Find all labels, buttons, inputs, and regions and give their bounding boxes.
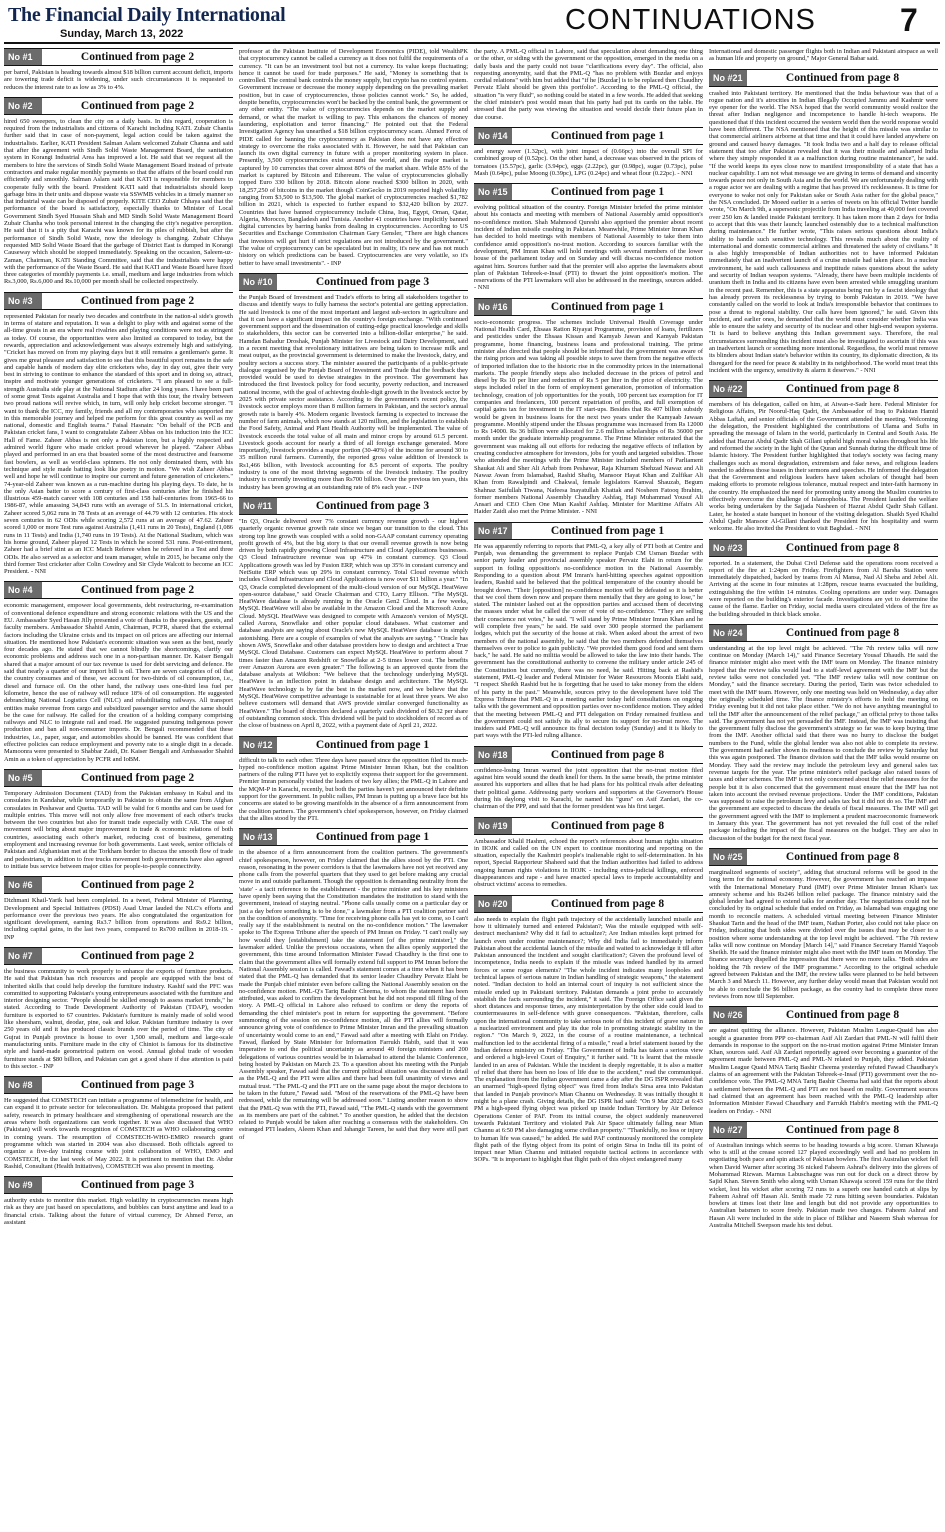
article-number-badge: No #19 <box>474 818 512 834</box>
article-header <box>4 97 233 115</box>
article-number-badge: No #24 <box>709 625 747 641</box>
continuation-article <box>709 624 938 842</box>
article-body: reported. In a statement, the Dubai Civil Defense said the operations room received a report of the fire at 1:24pm on Friday. Firefighters from Al Barsha Station were immediately dispatched, backed by teams from Al Mansa, Nad Al Sheba and Jebel Ali. Arriving at the scene in four minutes at 1:28pm, rescue teams evacuated the building, extinguishing the fire within 14 minutes. Cooling operations are under way. Damages were reported on the building's exterior facade. Investigations are yet to determine the cause of the flame. Earlier on Friday, social media users circulated videos of the fire as the building shrouded in thick black smoke. <box>709 559 938 618</box>
article-header <box>4 581 233 599</box>
article-header <box>4 48 233 66</box>
article-continued-label: Continued from page 1 <box>315 831 430 844</box>
article-number-badge: No #22 <box>709 381 747 397</box>
article-header <box>709 1121 938 1139</box>
article-number-badge: No #7 <box>4 948 42 964</box>
masthead <box>0 0 945 44</box>
article-body: members of his delegation, called on him, at Aiwan-e-Sadr here. Federal Minister for Religious Affairs, Pir Noorul-Haq Qadri, the Ambassador of Iraq to Pakistan Hamid Abbas Laftah, and senior officials of the Government attended the meeting. Welcoming the delegation, the President highlighted the contributions of Ulama and Sufis in spreading the message of Islam in the world, particularly in Central and South Asia. He added that Hazrat Abdul Qadir Shah Gillani upheld high moral values throughout his life and reformed the society in the light of the Quran and Sunnah during the difficult time of Islamic history. The President further highlighted that today's society was facing many challenges such as moral degradation, extremism and fake news, and religious leaders needed to address those issues in their sermons and speeches. He informed the delegation that the Government and religious leaders have taken scholars of thought had been making efforts to promote religious tolerance, mutual respect and inter-faith harmony in the country. He emphasized the need for promoting unity among the Muslim countries to effectively overcome the challenge of Islamophobia. The President lauded the welfare works being undertaken by the Sajjada Nasheen of Hazrat Abdul Qadir Shah Gillani. Later, he hosted a state banquet in honour of the visiting delegation. Shaikh Syed Khalid Abdul Qadir Mansoor Al-Gillani thanked the President for his hospitality and warm welcome. He also invited the President to visit Baghdad. - NNI <box>709 401 938 533</box>
article-header <box>709 848 938 866</box>
article-continued-label: Continued from page 2 <box>80 51 195 63</box>
continuation-article <box>474 522 703 740</box>
article-body: the party. A PML-Q official in Lahore, said that speculation about demanding one thing or the other, or siding with the government or the opposition, emerged in the media on a daily basis and the party could not issue "clarifications every day". The official, also requesting anonymity, said that the PML-Q "has no problem with Buzdar and enjoys cordial relations" with him but added that "if he [Buzdar] is to be replaced then Chaudhry Pervaiz Elahi should be given this portfolio". According to the PML-Q official, the situation "is very fluid", so nothing could be stated in a few words. He added that seeking the chief minister's post would mean that his party had put its cards on the table. He stressed that the party was viewing the situation and would decide their future plan in due course. <box>474 48 703 121</box>
article-body: evolving political situation of the country. Foreign Minister briefed the prime minister about his contacts and meeting with members of National Assembly amid opposition's no-confidence motion. Shah Mahmood Qureshi also apprised the premier about recent incident of Indian missile crashing in Pakistan. Meanwhile, Prime Minister Imran Khan has decided to hold meetings with members of National Assembly to take them into confidence amid opposition's no-trust motion. According to sources familiar with the development, PM Imran Khan will hold meetings with several members of the lower house of the parliament today and on Sunday and will discuss no-confidence motion against him. Sources further said that the premier will also apprise the lawmakers about plan of Pakistan Tehreek-e-Insaf (PTI) to thwart the joint opposition's motion. The reservations of the PTI lawmakers will also be addressed in the meetings, sources added. - NNI <box>474 204 703 292</box>
article-body: hired 650 sweepers, to clean the city on a daily basis. In this regard, cooperation is required from the industrialists and citizens of Karachi including KATI. Zubair Chaniia further said that in case of non-payment, legal action could be taken against the industrialists. Earlier, KATI President Salman Aslam welcomed Zubair Channa and said that after the agreement with Sindh Solid Waste Management Board, the sanitation system in Korangi Industrial Area has improved a lot. He said that we request all the members to hire the services of Sindh Solid Waste Management Board instead of private contractors and make regular monthly payments so that the affairs of the board could run efficiently and smoothly. Salman Aslam said that KATI is responsible for members to cooperate fully with the board. President KATI said that industrialists should keep garbage bins in their units and dispose waste via SSWMB vehicles in a timely manner so that industrial waste can be disposed of properly. KITE CEO Zubair Chhaya said that the performance of the board is satisfactory, especially thanks to Minister of Local Government Sindh Syed Hussain Shah and MD Sindh Solid Waste Management Board Zubair Chanha who took personal interest in the changing the city's negative perception. He said that it is a pity that Karachi was known for its piles of rubbish, but after the performance of Sindh Solid Waste, now the ideology is changing. Zubair Chhaya requested MD Solid Waste Board that the garbage of District East is dumped in Korangi Causeway which should be stopped immediately. Speaking on the occasion, Saleem-uz-Zaman, Chairman, KATI Standing Committee, said that the industrialists were happy with the performance of the Waste Board. He said that KATI and Waste Board have fixed three categories of monthly payments i.e. small, medium and large industries from which Rs.3,000, Rs.6,000 and Rs.10,000 per month shall be collected respectively. <box>4 117 233 286</box>
column-3 <box>474 48 703 1528</box>
continuation-article <box>709 69 938 375</box>
article-number-badge: No #5 <box>4 770 42 786</box>
article-body: authority exists to monitor this market. High volatility in cryptocurrencies means high risk as they are just based on speculations, and bubbles can burst anytime and lead to a financial crisis. Talking about the future of virtual currency, Dr Ahmed Feroz, an assistant <box>4 1197 233 1226</box>
continuation-article <box>474 48 703 121</box>
article-continued-label: Continued from page 2 <box>80 949 195 962</box>
article-header <box>474 298 703 316</box>
article-header <box>474 127 703 145</box>
article-body: He suggested that COMSTECH can initiate a programme of telemedicine for health, and can expand it to private sector for teleconsultation. Dr. Mahiguta proposed that patient safety, research in primary healthcare and strengthening of operational research are the areas where both organizations can work together. It was also discussed that WHO (Pakistan) will work towards recognition of COMSTECH as WHO collaborating centre in coming years. The resumption of COMSTECH-WHO-EMRO research grant programme which was started in 2004 was also discussed. Both officials agreed to organize a five-day training course with joint collaboration of WHO, EMO and COMSTECH, in the last week of May 2022. It is pertinent to mention that Dr. Abdur Rashid, Consultant (Health Initiatives), COMSTECH was also present in meeting. <box>4 1097 233 1170</box>
continuation-article <box>239 48 468 267</box>
continuation-article <box>4 1176 233 1226</box>
continuation-article <box>4 292 233 576</box>
continuation-article <box>239 828 468 1141</box>
article-body: marginalized segments of society", adding that structural reforms will be good in the long term for the national economy. However, the government has reached an impasse with the International Monetary Fund (IMF) over Prime Minister Imran Khan's tax amnesty scheme and his Rs246 billion relief package. The finance ministry said the global lender had agreed to extend talks for another day. The negotiations could not be concluded by its original schedule that ended on Friday, as Islamabad was engaging one month to reconcile matters. A scheduled virtual meeting between Finance Minister Shaukat Tarin and the head of the IMF team, Nathan Porter, also could not take place on Friday, indicating that both sides were divided over the issues that may be closer to a position where some understanding at the top level might be achieved. "The 7th review talks will now continue on Monday [March 14]," said Finance Secretary Hamid Yaqoob Sheikh. He said the finance minister might also meet with the IMF team on Monday. The finance secretary dispelled the impression that there were no more talks. "Both sides are holding the 7th review of the IMF programme." According to the original schedule agreed between Pakistan and the IMF, the review talks were planned to be held between March 3 and March 11. However, any further delay would mean that Pakistan would not be able to conclude the $6 billion package, as the country had to complete three more reviews from now till September. <box>709 868 938 1000</box>
article-continued-label: Continued from page 1 <box>550 129 665 142</box>
continuation-article <box>709 539 938 618</box>
article-number-badge: No #11 <box>239 498 277 514</box>
article-number-badge: No #3 <box>4 293 42 309</box>
continuation-article <box>474 183 703 292</box>
article-header <box>239 736 468 754</box>
article-continued-label: Continued from page 8 <box>785 626 900 639</box>
masthead-rule <box>4 42 940 44</box>
newspaper-title: The Financial Daily International <box>8 4 286 26</box>
article-body: economic management, empower local governments, debt restructuring, re-examination of conventional defence expenditure and strong economic relations with the US and the EU. Ambassador Syed Hasan Jilly presented a vote of thanks to the speakers, guests, and faculty members. Ambassador Shahid Amin, Chairman, PCFR, shared that the external factors including the Ukraine crisis and its impact on oil prices are affecting our internal situation. He mentioned how Pakistan's economic situation was seen as the best, nearly four decades ago. He stated that we cannot blindly the shortcomings, clarify our economic problems and address such one in a non-partisan manner. Dr. Kaiser Bengali shared that a major amount of our tax revenue is used for debt servicing and defence. He said that nearly a quarter of our import bill is oil. There are seven categories of oil that the country consumes and of these, we account for two-thirds of oil consumption, i.e., diesel and furnace oil. On the other hand, the railway uses one-third less fuel per kilometre, hence the use of railway will reduce 18% of oil consumption. He suggested debranching National Logistics Cell (NLC) and rehabilitating railways. All transport entities make revenue from cargo and subsidized passenger service and the same should be the case for railway. He called for the creation of a holding company comprising railways and NLC to integrate rail and road. He suggested pursuing indigenous power production and ban all non-consumer imports. Dr. Bengali recommended that these industries, i.e., paper, sugar, and automobiles should be banned. He was confident that effective policies can reduce employment and poverty rate to a single digit in a decade. Mamoonra were presented to Shabbar Zaidi, Dr. Kaiser Bengali and Ambassador Shahid Amin as a token of appreciation by PCFR and IoBM. <box>4 602 233 763</box>
continuation-article <box>474 127 703 177</box>
article-number-badge: No #27 <box>709 1122 747 1138</box>
article-number-badge: No #13 <box>239 829 277 845</box>
article-body: per barrel, Pakistan is heading towards almost $18 billion current account deficit, imports are towering trade deficit is widening, under such circumstances it is requested to reduces the interest rate to as low as 3% to 4%. <box>4 69 233 91</box>
continuation-article <box>4 769 233 870</box>
article-number-badge: No #14 <box>474 128 512 144</box>
article-continued-label: Continued from page 3 <box>80 1079 195 1092</box>
column-1 <box>4 48 233 1528</box>
article-body: Ambassador Khalil Hashmi, echoed the report's references about human rights situation in IIOJK and called on the UN expert to continue monitoring and reporting on the situation, especially the Kashmiri people's inalienable right to self-determination. In his report, Special Rapporteur Shaheed said that the Indian authorities had failed to address ongoing human rights violations in IIOJK - including extra-judicial killings, enforced disappearances and rape - and have enacted special laws to impede accountability and obstruct victims' access to remedies. <box>474 837 703 889</box>
article-continued-label: Continued from page 8 <box>785 1123 900 1136</box>
article-number-badge: No #4 <box>4 582 42 598</box>
continuation-article <box>239 497 468 730</box>
continuation-article <box>4 947 233 1070</box>
article-header <box>239 828 468 846</box>
article-body: difficult to talk to each other. Three days have passed since the opposition filed its much-hyped no-confidence motion against Prime Minister Imran Khan, but the coalition partners of the ruling PTI have yet to explicitly express their support for the government. Premier Imran personally visited the leaders of two key allies; the PML-Q in Lahore and the MQM-P in Karachi, recently, but both the parties haven't yet announced their definite support for the government. In public rallies, PM Imran is putting up a brave face but his concerns are stated to be growing manifolds in the absence of a firm announcement from the coalition partners. The government's chief spokesperson, however, on Friday claimed that the allies stood by the PTI. <box>239 756 468 822</box>
article-continued-label: Continued from page 3 <box>315 499 430 512</box>
article-number-badge: No #21 <box>709 70 747 86</box>
article-header <box>4 1076 233 1094</box>
continuation-article <box>4 876 233 941</box>
article-header <box>474 746 703 764</box>
article-continued-label: Continued from page 2 <box>80 99 195 112</box>
article-number-badge: No #9 <box>4 1177 42 1193</box>
article-header <box>4 876 233 894</box>
article-header <box>239 497 468 515</box>
column-4 <box>709 48 938 1528</box>
article-body: also needs to explain the flight path trajectory of the accidentally launched missile and how it ultimately turned and entered Pakistan?; Was the missile equipped with self-destruct mechanism? Why did it fail to actualize?; Are Indian missiles kept primed for launch even under routine maintenance?; Why did India fail to immediately inform Pakistan about the accidental launch of the missile and waited to acknowledge it till after Pakistan announced the incident and sought clarification?; Given the profound level of incompetence, India needs to explain if the missile was indeed handled by its armed forces or some rogue elements? "The whole incident indicates many loopholes and technical lapses of serious nature in Indian handling of strategic weapons," the statement noted. "Indian decision to hold an internal court of inquiry is not sufficient since the missile ended up in Pakistani territory. Pakistan demands a joint probe to accurately establish the facts surrounding the incident," it said. The Foreign Office said given the short distances and response times, any misinterpretation by the other side could lead to countermeasures in self-defence with grave consequences. "Pakistan, therefore, calls upon the international community to take serious note of this incident of grave nature in a nuclearized environment and play its due role in promoting strategic stability in the region." "On March 9, 2022, in the course of a routine maintenance, a technical malfunction led to the accidental firing of a missile," read a brief statement issued by the Indian defence ministry on Friday. "The Government of India has taken a serious view and ordered a high-level Court of Enquiry," it further said. "It is learnt that the missile landed in an area of Pakistan. While the incident is deeply regrettable, it is also a matter of relief that there has been no loss of life due to the accident," read the communiqué. The explanation from the Indian government came a day after the DG ISPR revealed that an unarmed "high-speed flying object" was fired from India's Sirsa area into Pakistan that landed in Punjab province's Mian Channu on Wednesday. It was initially thought it might be a plane crash. Giving details, the DG ISPR had said: "On 9 Mar 2022 at 6:43 PM a high-speed flying object was picked up inside Indian Territory by Air Defence Operations Center of PAF. From its initial course, the object suddenly maneuvered towards Pakistani Territory and violated Pak Air Space ultimately falling near Mian Channu at 6:50 PM also damaging some civilian property." "Thankfully, no loss or injury to human life was caused," he added. He said PAF continuously monitored the complete flight path of the flying object from its point of origin Sirsa in India till its point of impact near Mian Channu and initiated requisite tactical actions in accordance with SOPs. "It is important to highlight that flight path of this object endangered many <box>474 915 703 1164</box>
article-columns <box>4 48 940 1528</box>
article-body: are against quitting the alliance. However, Pakistan Muslim League-Quaid has also sought a guarantee from PPP co-chairman Asif Ali Zardari that PML-N will fulfil their demands in response to the support on the no-trust motion against Prime Minister Imran Khan, sources said. Asif Ali Zardari reportedly agreed over becoming a guarantor of the agreement made between PML-Q and PML-N related to Punjab, they added. Pakistan Muslim League Quaid MNA Tariq Bashir Cheema yesterday refuted Fawad Chaudhary's claims of an agreement with the Pakistan Tehreek-e-Insaf (PTI) government over the no-confidence vote. The PML-Q MNA Tariq Bashir Cheema had said that the reports about a settlement between the PML-Q and PTI are not based on reality. Government sources had claimed that an agreement has been reached with the PML-Q leadership after Information Minister Fawad Chaudhary and Farrukh Habib's meeting with the PML-Q leaders on Friday. - NNI <box>709 1027 938 1115</box>
continuation-article <box>474 895 703 1164</box>
article-header <box>4 769 233 787</box>
article-number-badge: No #8 <box>4 1077 42 1093</box>
article-body: confidence-losing Imran warned the joint opposition that the no-trust motion filed against him would sound the death knell for them. In the same breath, the prime minister assured his supporters and allies that he had plans for his political rivals after defeating their political game. Addressing party workers and supporters at the Governor's House during his daylong visit to Karachi, he named his "guns" on Asif Zardari, the co-chairman of the PPP, and said that the former president was his first target. <box>474 766 703 811</box>
article-header <box>709 624 938 642</box>
issue-date: Sunday, March 13, 2022 <box>60 28 184 40</box>
article-body: the business community to work properly to enhance the exports of furniture products. He said that Pakistan has rich resources and people are equipped with the best of inherited skills that could help develop the furniture industry. Kashif said the PFC was committed to supporting Pakistan's young entrepreneurs associated with the furniture and interior designing sector. "People should be skilled enough to assess market trends," he stated. According to Trade Development Authority of Pakistan (TDAP), wooden furniture is exported to 67 countries. Pakistan's furniture is mainly made of solid wood like sheesham, walnut, deodar, pine, oak and kikar. Pakistan furniture industry is over 250 years old and it has produced classic brands over the period of time. The city of Gujrat in Punjab province is house to over 1,500 small, medium and large-scale manufacturing units. Furniture made in the city of Chiniot is famous for its distinctive style and hand-made geometrical pattern on wood. Annual global trade of wooden furniture stands at $80 billion, and Pakistan can get a good share if due attention is paid to this sector. - INP <box>4 967 233 1070</box>
article-header <box>4 1176 233 1194</box>
article-body: of Australian innings which seems to be heading towards a big score. Usman Khawaja who is still at the crease scored 127 played exceedingly well and had no problem in negotiating both pace and spin attack of Pakistan bowlers. The first Australian wicket fell when David Warner after scoring 36 nicked Faheem Ashraf's delivery into the gloves of Mohammad Rizwan. Marnus Labuschagne was run out for duck on a direct throw by Sajid Khan. Steven Smith who along with Usman Khawaja scored 159 runs for the third wicket, lost his wicket after scoring 72 runs to a superb one handed catch at slips by Faheem Ashraf off Hasan Ali. Smith made 72 runs hitting seven boundaries. Pakistan bowlers at times lost their line and length but did not provide any opportunities to Australian batsmen to score freely. Pakistan made two changes. Faheem Ashraf and Hasan Ali were included in the side in place of Bilkhar and Naseem Shah whereas for Australia Mitchell Swepson made his test debut. <box>709 1141 938 1230</box>
article-body: in the absence of a firm announcement from the coalition partners. The government's chief spokesperson, however, on Friday claimed that the allies stood by the PTI. One reason, resonating in the power corridors is that the lawmakers have not yet received any phone calls from the powerful quarters that they used to get before making any crucial move in and outside parliament. Though the opposition is demanding neutrality from the 'state' - a tacit reference to the establishment - the prime minister and his key ministers have openly been saying that the Constitution mandates the institution to stand with the government, instead of staying neutral. "Phone calls usually come on a particular day or just a day before something is to be done," a lawmaker from a PTI coalition partner said on the condition of anonymity. "Time for receiving phone calls has yet to come, so I can't really say if the establishment is neutral on the no-confidence motion." The lawmaker spoke to The Express Tribune after the speech of PM Imran on Friday. "I can't really say how would they [establishment] take the statement [of the prime minister]," the lawmaker added. Unlike the previous occasions, when the allies openly supported the government, this time around Information Minister Fawad Chaudhry is the first one to claim that the government allies will formally extend full support to PM Imran before the National Assembly session is called. Fawad's statement comes at a time when it has been stated that the PML-Q has demanded that its senior leader Chaudhry Pervaiz Elahi be made the Punjab chief minister even before calling the National Assembly session on the no-confidence motion. PML-Q's Tariq Bashir Cheema, to whom the statement has been attributed, was asked to confirm the development but he did not respond till filing of the story. A PML-Q official in Lahore also refused to confirm or deny the reports of demanding the chief minister's post in return for supporting the government. "Before summoning of the session on no-confidence motion, all the PTI allies will formally announce giving vote of confidence to Prime Minister Imran and the prevailing situation of uncertainty would come to an end," Fawad said after a meeting with Elahi on Friday. Fawad, flanked by State Minister for Information Farrukh Habib, said that it was imperative to end the political uncertainty as around 40 foreign ministers and 200 delegations of various countries would be in Islamabad to attend the Islamic Conference, being hosted by Pakistan on March 23. To a question about his meeting with the Punjab Assembly speaker, Fawad said that the current political situation was discussed in detail as the PML-Q and the PTI were allies and there had been full unanimity of views and mutual trust. "The PML-Q and the PTI are on the same page about the major decisions to be taken in the future," Fawad said. "Most of the reservations of the PML-Q have been redressed, while the remaining will be addressed soon." Listing another reason to show that the PML-Q was with the PTI, Fawad said, "The PML-Q stands with the government as its members are part of the cabinet." To another question, he added that the decision related to Punjab would be taken after reaching a consensus with the stakeholders. On estranged PTI leaders, Aleem Khan and Jahangir Tareen, he said that they were still part of <box>239 849 468 1141</box>
article-continued-label: Continued from page 2 <box>80 584 195 597</box>
article-header <box>474 817 703 835</box>
article-continued-label: Continued from page 8 <box>550 897 665 910</box>
article-number-badge: No #10 <box>239 274 277 290</box>
article-continued-label: Continued from page 1 <box>550 186 665 199</box>
article-number-badge: No #15 <box>474 184 512 200</box>
continuation-article <box>4 48 233 91</box>
article-body: professor at the Pakistan Institute of Development Economics (PIDE), told WealthPK that cryptocurrency cannot be called a currency as it does not fulfil the requirements of a currency. "It can be an investment tool but not a currency. Its value keeps fluctuating; hence it cannot be used for trade purposes." He said, "Money is something that is controlled. The central bank controls the money supply, but crypto has no control system. Government increase or decrease the money supply depending on the prevailing market position, but in case of cryptocurrencies, those policies cannot work." So, he added, despite benefits, cryptocurrencies won't be backed by the central bank, the government or any other entity. "The value of cryptocurrencies depends on the market supply and demand, or what the market is willing to pay. This enhances the chances of money laundering, exploitation and terror financing." He pointed out that the Federal Investigation Agency has unearthed a $18 billion cryptocurrency scam. Ahmed Feroz of PIDE called for banning the cryptocurrency as Pakistan does not have any effective strategy to overcome the risks associated with it. However, he said that Pakistan can launch its own digital currency in future with a proper monitoring system in place. Presently, 3,500 cryptocurrencies exist around the world, and the major market is captured by 10 currencies that cover almost 80% of the market share. While 85% of the market is captured by Bitcoin and Ethereum. The value of cryptocurrencies globally topped Euro 330 billion by 2018. Bitcoin alone reached $300 billion in 2020, with 18,257,250 of bitcoins in the market though CoinGecko in 2019 reported high volatility ranging from $3,500 to $13,500. The global market of cryptocurrencies reached $1,782 billion in 2021, which is expected to further expand to $32,420 billion by 2027. Countries that have banned cryptocurrency include China, Iraq, Egypt, Oman, Qatar, Algeria, Morocco, Bangladesh and Tunisia. Another 41 countries have implicitly banned digital currencies by barring banks from dealing in cryptocurrencies. According to US Securities and Exchange Commission Chairman Gary Gensler, "There are high chances that investors will get hurt if strict regulations are not introduced by the government." The value of cryptocurrency can be speculated but in reality, it's new and has not much history on which predictions can be based. Cryptocurrencies are very volatile, so it's better to have small investments". - INP <box>239 48 468 267</box>
article-continued-label: Continued from page 2 <box>80 879 195 892</box>
article-header <box>474 522 703 540</box>
continuation-article <box>4 1076 233 1170</box>
article-continued-label: Continued from page 8 <box>550 748 665 761</box>
article-header <box>709 539 938 557</box>
article-number-badge: No #25 <box>709 849 747 865</box>
article-number-badge: No #26 <box>709 1007 747 1023</box>
article-body: understanding at the top level might be achieved. "The 7th review talks will now continue on Monday (March 14)," said Finance Secretary Yousaf Dhaudh. He said the finance minister might also meet with the IMF team on Monday. The finance ministry hoped that the review talks would lead to a staff-level agreement with the IMF but the review talks were not concluded yet. "The IMF review talks will now continue on Monday," said the finance secretary. During the period, Tarin was twice scheduled to meet with the IMF team. However, only one meeting was held on Wednesday, a day after the originally scheduled time. The finance ministry's efforts to hold the meeting on Friday evening but it did not take place either. "We do not have anything meaningful to tell the IMF after the announcement of the relief package," an official privy to those talks said. The government has not yet persuaded the IMF. Instead, the IMF was insisting that the government fully disclose the government's strategy so far was to keep buying time from the IMF. Another official said that there was no hurry to disclose the budget numbers to the Fund, while the global lender was also not able to complete its review. The government had earlier shown its readiness to conclude the review by Saturday but this was again postponed. The finance division said that the IMF talks would resume on Monday. They said the review may include the petroleum levy and general sales tax revenue targets for the year. The prime minister's relief package also raised issues of taxes and other schemes. The IMF is not only concerned about the relief measures for the people but it is also concerned that the government must ensure that the IMF has not taken into account the revised revenue projections. Under the IMF conditions, Pakistan was supposed to raise the petroleum levy and sales tax but it did not do so. The IMF and the government are expected to discuss the details of fiscal measures. The IMF will get the government agreed with the IMF to implement a prudent macroeconomic framework in January this year. The government has not yet revealed the full cost of the relief package including the impact of the fiscal measures on the budget. They are also in discussion of the budget for the next fiscal year. <box>709 644 938 842</box>
column-2 <box>239 48 468 1528</box>
article-body: represented Pakistan for nearly two decades and contribute in the nation-al side's growth in terms of stature and reputation. It was a delight to play with and against some of the all-time greats in an era where real rivalries and playing conditions were not as stringent as today. Of course, the opportunities were also limited as compared to today, but the rewards, appreciation and acknowledgement was always extremely high and satisfying. "Cricket has moved on from my playing days but it still remains a gentleman's game. It gives me great pleasure and satisfaction to see that this beautiful sport remains in the safe and capable hands of modern day elite cricketers who, day in day out, give their very best in striving to continue to enhance the standard of this sport and in doing so, attract, inspire and motivate younger generations of cricketers. "I am pleased to see a full-strength Australia side play at the National Stadium after 24 long years. I have been part of some great Tests against Australia and I hope that with this tour, the rivalry between two proud nations will revive which, in turn, will only help cricket become stronger. "I want to thank the ICC, my family, friends and all my contemporaries who supported me in this memorable journey and helped me perform for this great country as well as my national, domestic and English teams." Faisal Hasnain: "On behalf of the PCB and Pakistan cricket fans, I want to congratulate Zaheer Abbas on his induction into the ICC Hall of Fame. Zaheer Abbas is not only a Pakistan icon, but a highly respected and admired world figure who made cricket proud wherever he played. "Zaheer Abbas played and performed in an era that boasted some of the most destructive and fearsome fast bowlers, as well as world-class spinners. He not only dominated them, with his technique and style made batting look like poetry in motion. "We wish Zaheer Abbas well and hope he will continue to inspire our current and future generation of cricketers." 74-year-old Zaheer was known as a run-machine during his playing days. To date, he is the only Asian batter to score a century of first-class centuries after he finished his illustrious 459-match career with 108 centuries and 158 half-centuries from 1965-66 to 1986-87, while amassing 34,843 runs with an average of 51.5. In international cricket, Zaheer scored 5,062 runs in 78 Tests at an average of 44.79 with 12 centuries. His stock seven centuries in 62 ODIs while scoring 2,572 runs at an average of 47.62. Zaheer scored 1,000 or more Test runs against Australia (1,411 runs in 20 Tests), England (1,086 runs in 11 Tests) and India (1,740 runs in 19 Tests). At the National Stadium, which was his home ground, Zaheer played 12 Tests in which he scored 531 runs. Post-retirement, Zaheer had a brief stint as an ICC Match Referee when he refereed in a Test and three ODIs. He also served as a selector and team manager, while in 2015, he became only the third former Test cricketer after Colin Cowdrey and Sir Clyde Walcott to become an ICC President. - NNI <box>4 312 233 576</box>
continuation-article <box>709 848 938 1000</box>
article-header <box>474 895 703 913</box>
continuation-article <box>4 97 233 286</box>
article-body: socio-economic progress. The schemes include Universal Health Coverage under National Health Card, Ehsaas Ration Riyayat Programme, provision of loans, fertilizers and pesticides under the Ehsaas Kissan and Kamyab Jawan and Kamyab Pakistan programme, home financing, business loans and professional training. The prime minister also directed that people should be informed that the government was aware of the rising prices and was taking all possible steps to save them from the negative effects of imported inflation due to the historic rise in the commodity prices in the international markets. The people friendly steps also included decrease in the prices of petrol and diesel by Rs 10 per liter and reduction of Rs 5 per liter in the price of electricity. The steps included relief in the form of employment generation, promotion of information technology, creation of job opportunities for the youth, 100 percent tax exemption for IT companies and freelancers, 100 percent repatriation of profits, and full exemption of capital gains tax for investment in the IT start-ups. Besides that Rs 407 billion subsidy would be given in business loans for the next two years under the Kamyaab Jawaan programme. Monthly stipend under the Ehsaas programme was increased from Rs 12000 to Rs 14000. Rs 36 billion were allocated for 2.6 million scholarships of Rs 36000 per month under the graduate internship programme. The Prime Minister reiterated that the government was making all out efforts for reducing the negative effects of inflation by creating conducive atmosphere for investors, jobs for youth and targeted subsidies. Those who attended the meetings with the Prime Minister included members of Parliament Shaukat Ali and Sher Ali Arbab from Peshawar, Raja Khurram Shehzad Nawaz and Ali Nawaz Awan from Islamabad, Rashid Shafiq, Mansoor Hayat Khan and Zulfikar Ali Khan from Rawalpindi and Chakwal, female legislators Kanwal Shauzab, Begum Shahnaz Saifullah Tiwana, Nafeesa Inayatullah Khattak and Nosheen Fatooq Ibrahim, former members National Assembly Chaudhry Ashfaq, Haji Muhammad Yousuf Ali Ansari and CEO Chen One Mian Kashif Ashfaq. Minister for Maritime Affairs Ali Haider Zaidi also met the Prime Minister. - NNI <box>474 318 703 516</box>
page-number: 7 <box>900 2 918 38</box>
article-header <box>4 947 233 965</box>
article-continued-label: Continued from page 8 <box>785 383 900 396</box>
article-continued-label: Continued from page 1 <box>315 738 430 751</box>
continuation-article <box>239 273 468 491</box>
article-continued-label: Continued from page 8 <box>785 1009 900 1022</box>
continuation-article <box>709 380 938 532</box>
article-header <box>239 273 468 291</box>
article-body: and energy saver (1.32pc), with joint impact of (0.66pc) into the overall SPI for combined group of (0.52pc). On the other hand, a decrease was observed in the prices of tomatoes (15.57pc), garlic (3.94pc), eggs (2.22pc), gur (0.98pc), sugar (0.73pc), pulse Mash (0.64pc), pulse Moong (0.39pc), LPG (0.24pc) and wheat flour (0.22pc). - NNI <box>474 147 703 177</box>
section-title: CONTINUATIONS <box>565 4 816 36</box>
continuation-article <box>709 48 938 63</box>
continuation-article <box>4 581 233 763</box>
article-continued-label: Continued from page 1 <box>550 300 665 313</box>
article-body: Temporary Admission Document (TAD) from the Pakistan embassy in Kabul and its consulates in Kandahar, while temporarily in Pakistan to obtain the same from Afghan consulates in Peshawar and Quetta. TAD will be valid for 6 months and can be used for multiple entries. This move will not only allow free movement of each other's trucks between the two countries but also for transit trade especially with CAR. The ease of movement will bring about major improvement in trade & economic relations of both countries, associating each other's market, reducing cost of business, generating employment and increasing revenue for both governments. Last week, senior officials of Pakistan and Afghanistan met at the Torkham border to discuss the smooth flow of trade and pedestrians, in addition to free trucks movement both governments have also agreed to initiate bus service between major cities for people-to-people connectivity. <box>4 789 233 870</box>
article-continued-label: Continued from page 3 <box>315 275 430 288</box>
continuation-article <box>239 736 468 823</box>
article-header <box>474 183 703 201</box>
article-number-badge: No #1 <box>4 49 42 65</box>
article-number-badge: No #16 <box>474 299 512 315</box>
article-continued-label: Continued from page 8 <box>550 819 665 832</box>
article-continued-label: Continued from page 8 <box>785 71 900 84</box>
continuation-article <box>474 746 703 811</box>
article-continued-label: Continued from page 1 <box>550 524 665 537</box>
article-header <box>709 380 938 398</box>
article-header <box>4 292 233 310</box>
article-continued-label: Continued from page 3 <box>80 1179 195 1192</box>
continuation-article <box>709 1121 938 1230</box>
continuation-article <box>474 298 703 516</box>
article-number-badge: No #23 <box>709 540 747 556</box>
continuation-article <box>474 817 703 889</box>
article-continued-label: Continued from page 2 <box>80 771 195 784</box>
article-body: He was apparently referring to reports that PML-Q, a key ally of PTI both at Centre and Punjab, was demanding the government to replace Punjab CM Usman Buzdar with senior party leader and provincial assembly speaker Pervaiz Elahi in return for the support in foiling opposition's no-confidence motion in the National Assembly. Responding to a question about PM Imran's hard-hitting speeches against opposition leaders, Rashid said he believed that the political temperature of the country should be brought down. "Their [opposition] no-confidence motion will be defeated so it is better that we cool them down now and prepare them mentally that they are going to lose," he stated. The minister lashed out at the opposition parties and accused them of deceiving the masses under what he called the cover of vote of no-confidence. "They are selling their conscience not votes," he said. "I will stand by Prime Minister Imran Khan and he will complete five years," he said. He said over 300 people stormed the parliament lodges, which put the security of the house at risk. When asked about the arrest of two members of the national assembly, he said that the two members defended themselves themselves over to police to gain publicity. "We provided them good food and sent them back," he said. He said no militia would be allowed to take the law into their hands. The government has the constitutional authority to convene the military under article 245 of the Constitution but currently, there was no need, he said. Hitting back at Rashid's statement, PML-Q leader and Federal Minister for Water Resources Moonis Elahi said, "I respect Sheikh Rashid but he is forgetting that he used to take money from the elders of his party in the past." Meanwhile, sources privy to the development have told The Express Tribune that PML-Q in a meeting earlier today held consultations on ongoing talks with the government and opposition parties over no-confidence motion. They added that the meeting between PML-Q and PTI delegation on Friday remained fruitless and the government could not satisfy its ally to secure its support for no-trust move. The insiders said PML-Q will announce its final decision today (Sunday) and it is likely to part ways with the PTI-led ruling alliance. <box>474 542 703 740</box>
article-body: crashed into Pakistani territory. He mentioned that the India behaviour was that of a rogue nation and it's atrocities in Indian Illegally Occupied Jammu and Kashmir were eye opener for the world. The NSA hoped that the world community would realize the threat after Indian negligence and incompetence to handle hi-tech weapons. He questioned that if this incident occurred the western world then the world response would have been different. The NSA mentioned that the height of this missile was similar to that commercial airliners airborne at that time and that it could have landed anywhere on ground and caused heavy damages. "It took India two and a half day to release official statement that too after Pakistan revealed that it was their missile and ashamed India where they simply responded it as a malfunction during routine maintenance", he said. "If the world keeps its eyes close now to manifest irresponsibility of a state that has a nuclear capability. I am not what message we are giving in terms of demand and sincerity towards peace not only in South Asia and in the world. We are unfortunately dealing with a rogue actor we are dealing with a regime that has proved it's recklessness. It is time for everyone to wake not only for Pakistan sake or South Asia rather for the global peace," the NSA concluded. Dr Moeed earlier in a series of tweets on his official Twitter handle wrote, "On March 9th, a supersonic projectile from India traveling at 40,000 feet covered over 250 km & landed inside Pakistani territory. It has taken more than 2 days for India to accept that this was their launch; launched ostensibly due to a technical malfunction during maintenance." He further wrote, "This raises serious questions about India's ability to handle such sensitive technology. This reveals much about the reality of international and domestic commercial airlines and threatened the safety of civilians." It is also highly irresponsible of Indian authorities not to have informed Pakistan immediately that an inadvertent launch of a cruise missile had taken place. In a nuclear environment, he said such callousness and ineptitude raises questions about the safety and security of Indian weapon systems. "Already, there have been multiple incidents of uranium theft in India and its citizens have even been arrested while smuggling uranium in the recent past. Remember, this is a state apparatus being run by a fascist ideology that has already proven its recklessness by trying to bomb Pakistan in 2019. "We have constantly called on the world to look at India's irresponsible behavior that continues to pose a threat to regional stability. Our calls have been ignored," he said. Given this incident, and earlier ones, he demanded that the world must consider whether India was able to ensure the safety and security of its nuclear and other high-end weapon systems. "It is hard to believe anything this Indian government says. Therefore, the real circumstances surrounding this incident must also be investigated to ascertain if this was an inadvertent launch or something more intentional. Regardless, the world must remove its blinders about Indian state's behavior within its country, its diplomatic direction, & its disregard for the need for peace & stability in its neighborhood. The world must treat this incident with the urgency, sensitivity & alarm it deserves." - NNI <box>709 89 938 374</box>
article-header <box>709 1006 938 1024</box>
continuation-article <box>709 1006 938 1115</box>
article-header <box>709 69 938 87</box>
article-body: the Punjab Board of Investment and Trade's efforts to bring all stakeholders together to discuss and identify ways to fully harness the sector's potential are getting appreciation. He said livestock is one of the most important and largest sub-sectors in agriculture and that it can have a significant impact on the country's foreign exchange. "With continued government support and the dissemination of cutting-edge practical knowledge and skills to stakeholders, this sector can be converted into a billion-dollar enterprise," he said. Hamdan Bahadur Droshak, Punjab Minister for Livestock and Dairy Development, said in a recent meeting that revolutionary initiatives are being taken to increase milk and meat output, as the provincial government is determined to make the livestock, dairy, and poultry sectors a success story. The minister assured the participants of a public-private dialogue organised by the Punjab Board of Investment and Trade that the feedback they provided would be used to devise strategies in the province. The government has introduced the first livestock policy for food security, poverty reduction, and increased national income, with the goal of achieving double-digit growth in the livestock sector by 2025 with private sector assistance. According to the government's recent policy, the livestock sector employs more than 8 million farmers in Pakistan, and the sector's annual growth rate is barely 4%. Modern organic livestock farming is expected to increase the number of farm animals, which now stands at 120 million, and the legislation to establish the Food Safety, Animal and Plant Health Authority will be implemented. The value of livestock exceeds the total value of all main and minor crops by around 61.5 percent. Livestock goods account for nearly a third of all foreign exchange generated. More importantly, livestock provides a major portion (30-40%) of the income for around 30 to 35 million rural farmers. Currently, the reported gross value addition of livestock is Rs1,466 billion, with livestock accounting for 8.5 percent of exports. The poultry industry is one of the most thriving segments of the livestock industry. The poultry industry is currently investing more than Rs700 billion. Over the previous ten years, this industry has been growing at an outstanding rate of 8% each year. - INP <box>239 293 468 491</box>
article-body: "In Q3, Oracle delivered over 7% constant currency revenue growth - our highest quarterly organic revenue growth rate since we began our transition to the cloud. This strong top line growth was coupled with a solid non-GAAP constant currency operating profit growth of 4%, but the big story is that our overall revenue growth is now being driven by both rapidly growing Cloud Infrastructure and Cloud Applications businesses. Q3 Cloud Infrastructure revenue was up 47% in constant currency. Q3 Cloud Applications growth was led by Fusion ERP, which was up 35% in constant currency and NetSuite ERP which was up 29% in constant currency. Total Cloud revenue which includes Cloud Infrastructure and Cloud Applications is now over $11 billion a year." "In Q3, Oracle completed development of the multi-cloud version of our MySQL HeatWave open-source database," said Oracle Chairman and CTO, Larry Ellison. "The MySQL HeatWave database is already running in the Oracle Gen2 Cloud. In a few weeks, MySQL HeatWave will also be available in the Amazon Cloud and the Microsoft Azure Cloud. MySQL HeatWave was designed to compete with Amazon's version of MySQL called Aurora, Snowflake and other popular cloud databases. What customer and database analysts are saying about Oracle's new MySQL HeatWave database is simply astonishing. Here are a couple of examples of what the analysts are saying." "Oracle has shown AWS, Snowflake and other database providers how to design and architect a True MySQL Cloud Database. Customers can expect MySQL HeatWave to perform about 7 times faster than Amazon Redshift or Snowflake at 2-5 times lower cost. The benefits over Amazon Aurora are even greater." The following is an approved quote from the database analysts at Wikibon: "We believe that the technology underlying MySQL HeatWave is an inflection point in database design and architecture. The MySQL HeatWave technology is by far the best in the market now, and we believe that the MySQL HeatWave competitive advantage is sustainable for at least three years. We also believe customers will demand that AWS provide similar converged functionality as HeatWave." The board of directors declared a quarterly cash dividend of $0.32 per share of outstanding common stock. This dividend will be paid to stockholders of record as of the close of business on April 8, 2022, with a payment date of April 21, 2022. <box>239 517 468 730</box>
article-number-badge: No #12 <box>239 737 277 753</box>
article-continued-label: Continued from page 8 <box>785 850 900 863</box>
article-body: International and domestic passenger flights both in Indian and Pakistani airspace as well as human life and property on ground," Major General Babar said. <box>709 48 938 63</box>
article-continued-label: Continued from page 8 <box>785 541 900 554</box>
article-number-badge: No #6 <box>4 877 42 893</box>
article-number-badge: No #20 <box>474 896 512 912</box>
article-number-badge: No #17 <box>474 523 512 539</box>
article-number-badge: No #2 <box>4 98 42 114</box>
article-body: Dizhmani Khail-Yarik had been completed. In a tweet, Federal Minister of Planning, Development and Special Initiatives (PDSI) Asad Umar lauded the NLC's efforts and performance over the previous two years. He also congratulated the organization for significant development, earning Rs3.7 billion from operations and Rs9.2 billion, including capital gains, in the last two years, compared to Rs700 million in 2018-19. - INP <box>4 897 233 941</box>
article-continued-label: Continued from page 2 <box>80 294 195 307</box>
article-number-badge: No #18 <box>474 747 512 763</box>
